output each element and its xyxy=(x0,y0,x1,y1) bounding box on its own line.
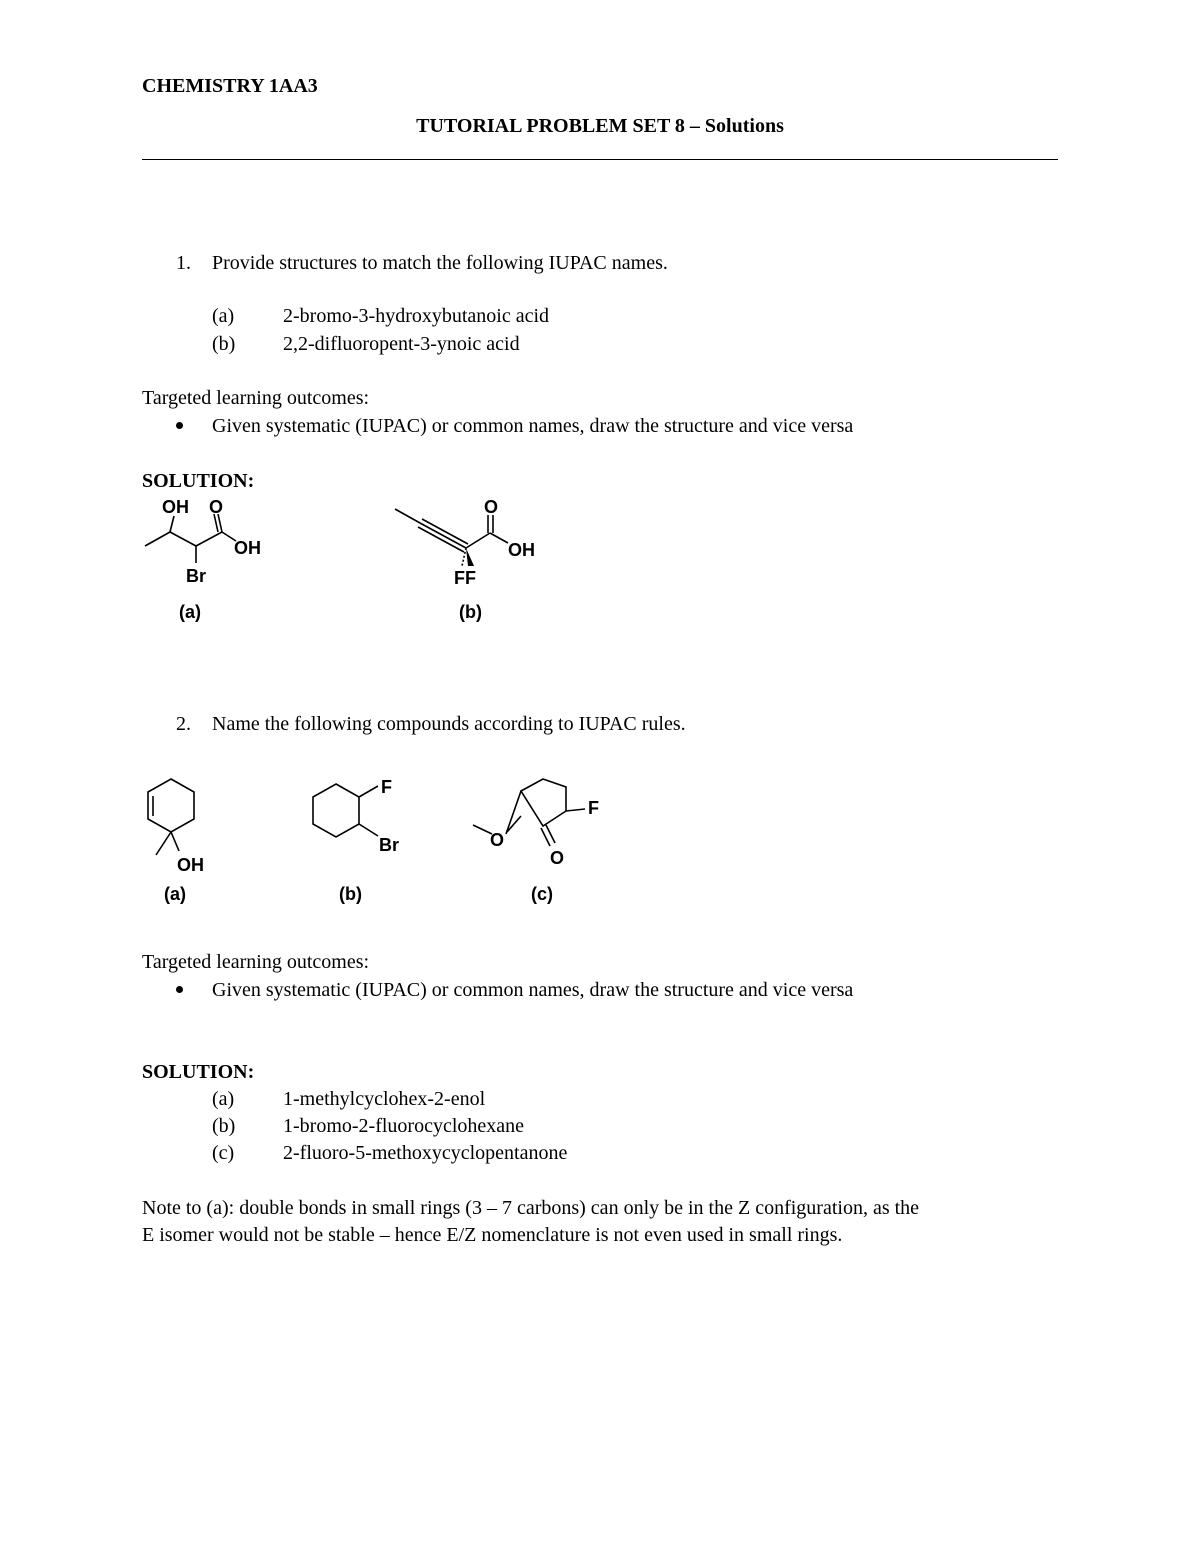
q2c-o-ring-label: O xyxy=(490,830,505,850)
q1a-o-label: O xyxy=(209,497,224,517)
q2-answer-b-label: (b) xyxy=(212,1115,236,1137)
q1-solution-label: SOLUTION: xyxy=(142,470,255,492)
document-title: TUTORIAL PROBLEM SET 8 – Solutions xyxy=(416,115,784,137)
q2b-br-label: Br xyxy=(379,835,400,855)
q2c-o-keto-label: O xyxy=(550,848,565,868)
q2-number: 2. xyxy=(176,713,191,735)
q2-note-line-1: Note to (a): double bonds in small rings (3 – 7 carbons) can only be in the Z configuration, as the xyxy=(142,1197,920,1219)
q2a-oh-label: OH xyxy=(177,855,204,875)
course-title: CHEMISTRY 1AA3 xyxy=(142,75,318,97)
q2-structure-b xyxy=(313,784,378,837)
q1-outcomes-title: Targeted learning outcomes: xyxy=(142,387,370,409)
bullet-icon xyxy=(176,986,183,993)
q1a-oh-top-label: OH xyxy=(162,497,189,517)
q2-note-line-2: E isomer would not be stable – hence E/Z nomenclature is not even used in small rings. xyxy=(142,1224,843,1246)
q1-prompt: Provide structures to match the following IUPAC names. xyxy=(212,252,668,274)
q2-solution-label: SOLUTION: xyxy=(142,1061,255,1083)
q1-item-a-text: 2-bromo-3-hydroxybutanoic acid xyxy=(283,305,550,327)
q1-item-b-label: (b) xyxy=(212,333,236,355)
q1a-br-label: Br xyxy=(186,566,207,586)
q1-outcome: Given systematic (IUPAC) or common names, draw the structure and vice versa xyxy=(212,415,854,437)
q2a-caption: (a) xyxy=(164,884,186,904)
q1b-ff-label: FF xyxy=(454,568,476,588)
q2-answer-c-text: 2-fluoro-5-methoxycyclopentanone xyxy=(283,1142,568,1164)
q2-prompt: Name the following compounds according to IUPAC rules. xyxy=(212,713,686,735)
q1b-caption: (b) xyxy=(459,602,482,622)
q1-number: 1. xyxy=(176,252,191,274)
q2-answer-b-text: 1-bromo-2-fluorocyclohexane xyxy=(283,1115,525,1137)
q2-structure-a xyxy=(148,779,194,855)
q2b-f-label: F xyxy=(381,777,392,797)
q1b-oh-label: OH xyxy=(508,540,535,560)
q2-answer-c-label: (c) xyxy=(212,1142,235,1164)
q2b-caption: (b) xyxy=(339,884,362,904)
q1a-oh-right-label: OH xyxy=(234,538,261,558)
q2c-caption: (c) xyxy=(531,884,553,904)
q1-item-a-label: (a) xyxy=(212,305,235,327)
q2c-f-label: F xyxy=(588,798,599,818)
q2-outcome: Given systematic (IUPAC) or common names, draw the structure and vice versa xyxy=(212,979,854,1001)
q2-outcomes-title: Targeted learning outcomes: xyxy=(142,951,370,973)
q1-item-b-text: 2,2-difluoropent-3-ynoic acid xyxy=(283,333,520,355)
q2-answer-a-label: (a) xyxy=(212,1088,235,1110)
q2-answer-a-text: 1-methylcyclohex-2-enol xyxy=(283,1088,486,1110)
q1a-caption: (a) xyxy=(179,602,201,622)
q1b-o-label: O xyxy=(484,497,499,517)
